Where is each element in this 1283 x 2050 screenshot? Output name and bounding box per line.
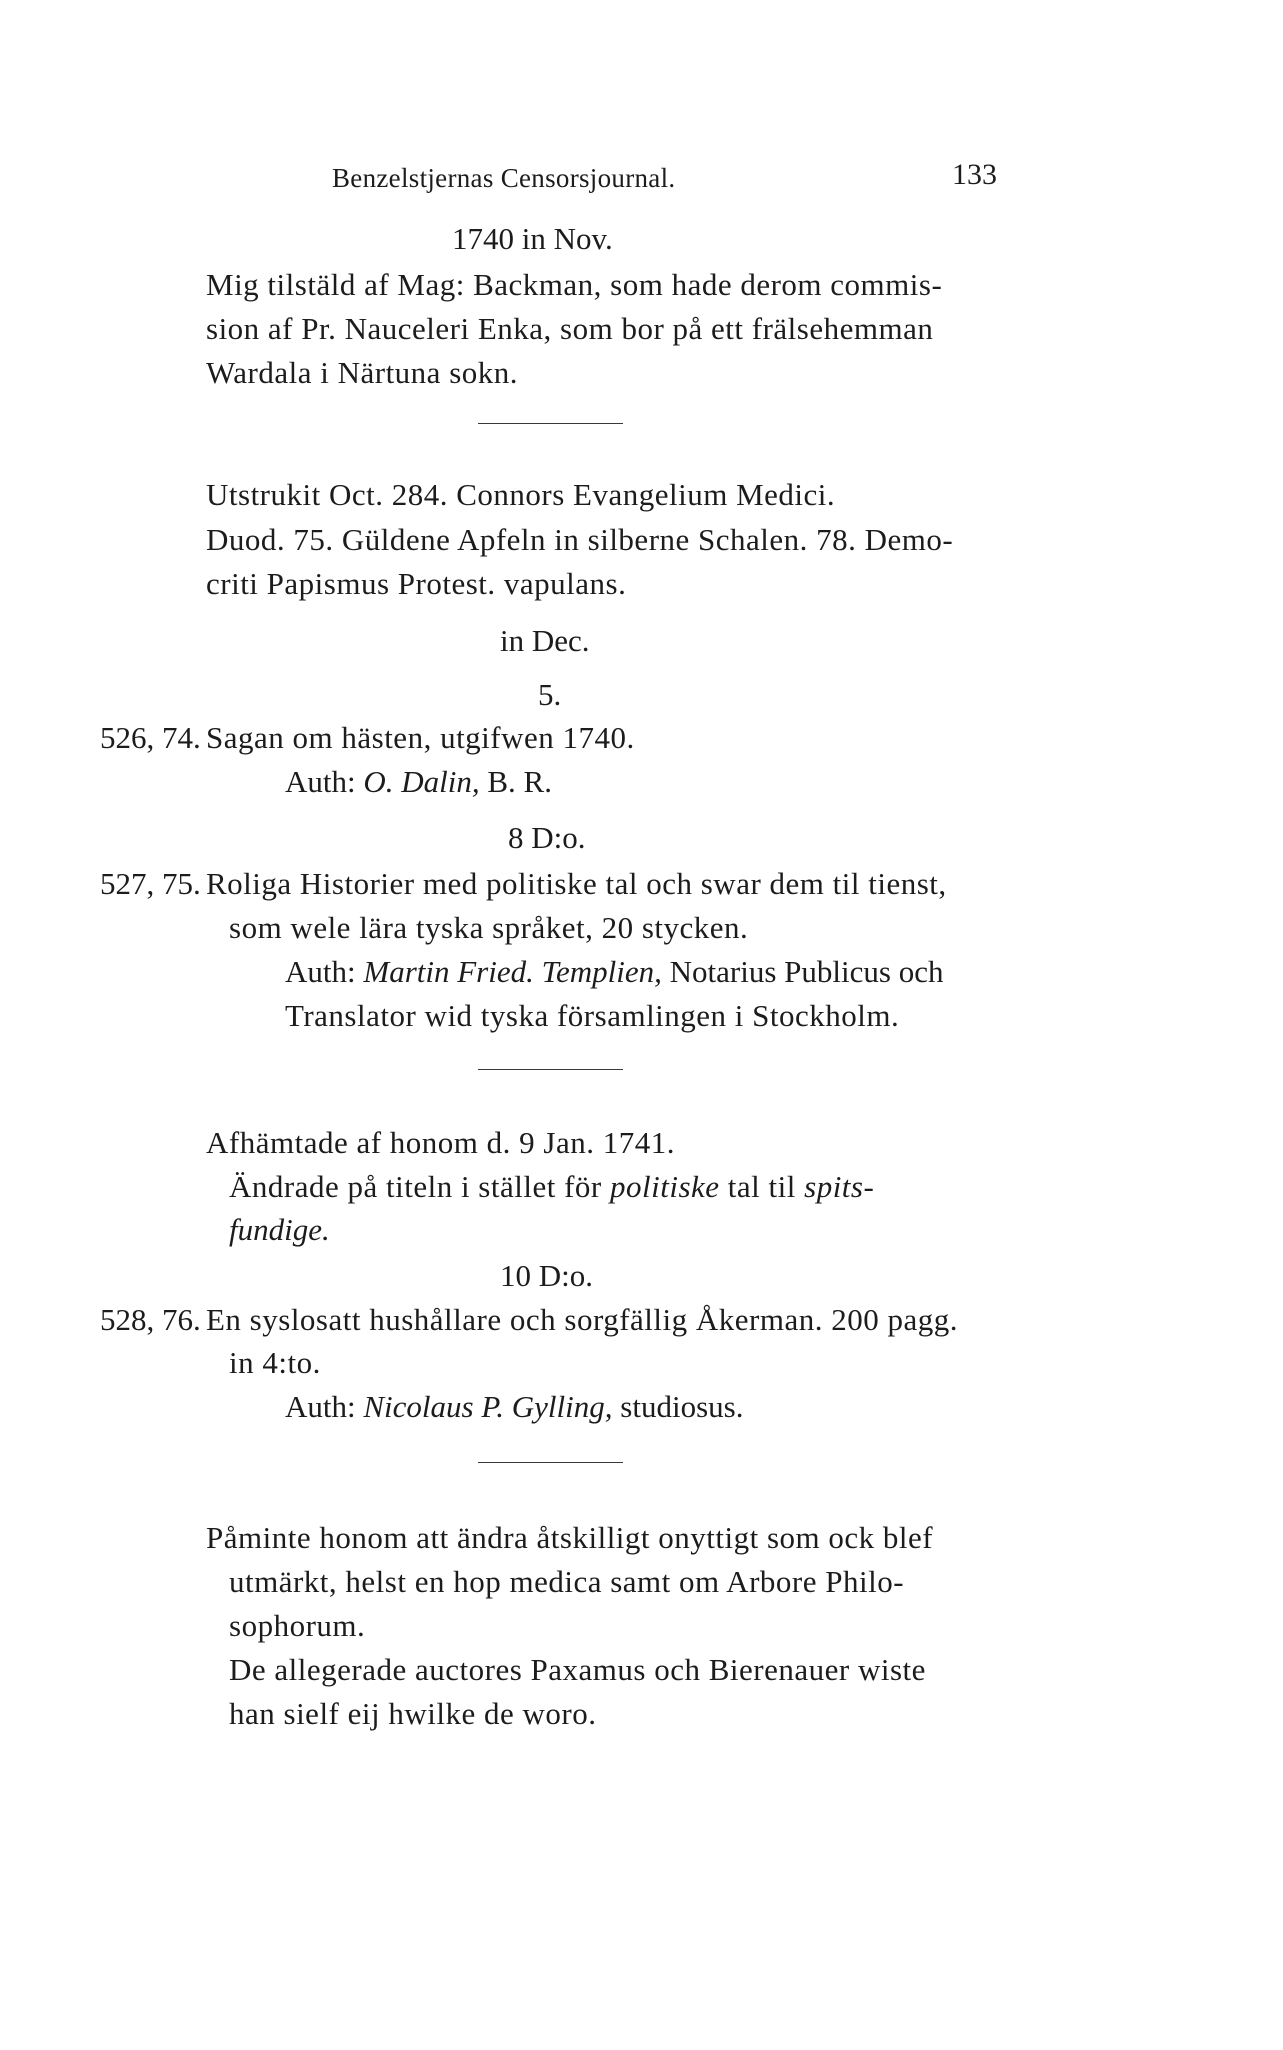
entry-number-528: 528, 76. (100, 1302, 201, 1337)
note2-line-5: han sielf eij hwilke de woro. (229, 1696, 597, 1731)
note2-line-3: sophorum. (229, 1608, 366, 1643)
auth-suffix: B. R. (479, 764, 552, 799)
note2-line-1: Påminte honom att ändra åtskilligt onyttigt som ock blef (206, 1520, 934, 1555)
entry-number-526: 526, 74. (100, 720, 201, 755)
date-10: 10 D:o. (500, 1258, 593, 1293)
auth-suffix: studiosus. (612, 1389, 744, 1424)
auth-prefix: Auth: (285, 1389, 364, 1424)
entry-528-author (285, 1387, 743, 1427)
note1-italic-1: politiske (610, 1169, 720, 1204)
entry-526-author (285, 762, 552, 802)
entry-528-line-1: En syslosatt hushållare och sorgfällig Åkerman. 200 pagg. (206, 1302, 958, 1337)
section-heading-nov: 1740 in Nov. (452, 221, 613, 256)
note1-line-2 (229, 1167, 874, 1207)
entry-526-title: Sagan om hästen, utgifwen 1740. (206, 720, 635, 755)
divider-rule-3 (478, 1462, 623, 1463)
struck-line-3: criti Papismus Protest. vapulans. (206, 566, 627, 601)
date-5: 5. (538, 677, 562, 712)
auth-suffix: Notarius Publicus och (661, 954, 944, 989)
divider-rule-2 (478, 1069, 623, 1070)
entry-527-author (285, 952, 943, 992)
note1-text-pre: Ändrade på titeln i stället för (229, 1169, 610, 1204)
nov-line-3: Wardala i Närtuna sokn. (206, 355, 519, 390)
page-number: 133 (952, 158, 997, 191)
note1-line-1: Afhämtade af honom d. 9 Jan. 1741. (206, 1125, 675, 1160)
note2-line-2: utmärkt, helst en hop medica samt om Arbore Philo- (229, 1564, 905, 1599)
entry-528-line-2: in 4:to. (229, 1345, 321, 1380)
note1-text-mid: tal til (719, 1169, 805, 1204)
author-name: Martin Fried. Templien, (363, 954, 662, 989)
note1-italic-2: spits- (804, 1169, 875, 1204)
note1-line-3 (229, 1210, 330, 1250)
auth-prefix: Auth: (285, 954, 364, 989)
nov-line-2: sion af Pr. Nauceleri Enka, som bor på ett frälsehemman (206, 311, 934, 346)
entry-527-author-line-2: Translator wid tyska församlingen i Stockholm. (285, 998, 900, 1033)
entry-number-527: 527, 75. (100, 866, 201, 901)
note2-line-4: De allegerade auctores Paxamus och Bierenauer wiste (229, 1652, 926, 1687)
divider-rule-1 (478, 423, 623, 424)
author-name: Nicolaus P. Gylling, (363, 1389, 613, 1424)
date-8: 8 D:o. (508, 820, 586, 855)
section-heading-dec: in Dec. (500, 623, 590, 658)
auth-prefix: Auth: (285, 764, 364, 799)
author-name: O. Dalin, (363, 764, 480, 799)
entry-527-line-2: som wele lära tyska språket, 20 stycken. (229, 910, 749, 945)
entry-527-line-1: Roliga Historier med politiske tal och swar dem til tienst, (206, 866, 947, 901)
struck-line-1: Utstrukit Oct. 284. Connors Evangelium Medici. (206, 477, 836, 512)
struck-line-2: Duod. 75. Güldene Apfeln in silberne Schalen. 78. Demo- (206, 522, 954, 557)
nov-line-1: Mig tilstäld af Mag: Backman, som hade derom commis- (206, 267, 943, 302)
note1-italic-3: fundige. (229, 1212, 330, 1247)
running-title: Benzelstjernas Censorsjournal. (332, 163, 676, 193)
